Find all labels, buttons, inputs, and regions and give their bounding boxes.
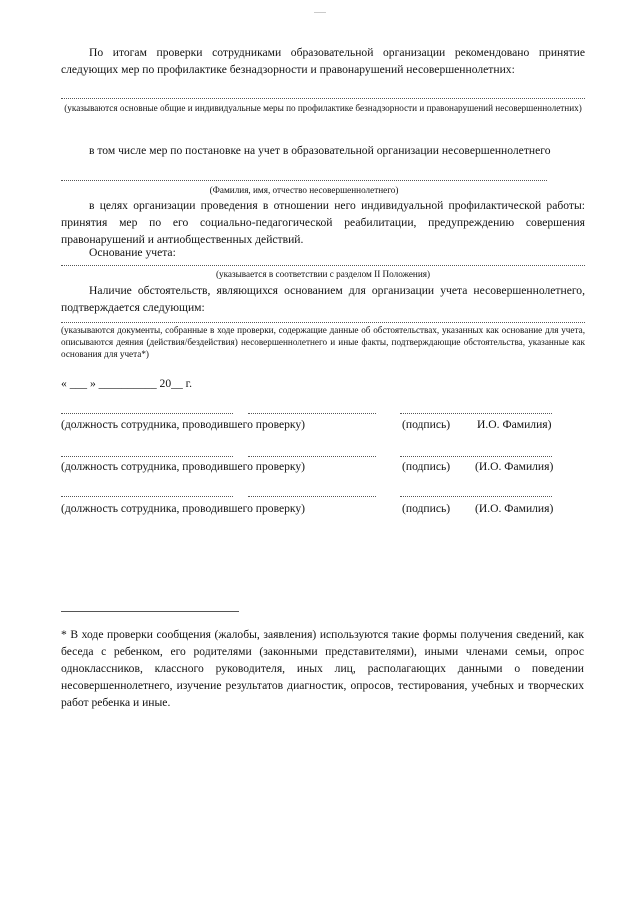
footnote-separator [61,611,239,612]
paragraph-circumstances-text: Наличие обстоятельств, являющихся основанием для организации учета несовершеннолетнего, подтверждается следующим: [61,284,585,314]
fill-line-basis [61,265,585,266]
signature-1-sign-line [400,413,552,414]
signature-1-position: (должность сотрудника, проводившего проверку) [61,418,306,431]
signature-2-name: (И.О. Фамилия) [475,460,554,473]
paragraph-purpose [61,197,585,248]
signature-1-name: И.О. Фамилия) [477,418,552,431]
signature-3-position: (должность сотрудника, проводившего проверку) [61,502,306,515]
signature-3-sign-line [400,496,552,497]
signature-3-sign: (подпись) [402,502,451,515]
caption-basis: (указывается в соответствии с разделом II Положения) [215,269,431,279]
fill-line-measures [61,98,585,99]
signature-1-sign: (подпись) [402,418,451,431]
paragraph-purpose-text: в целях организации проведения в отношении него индивидуальной профилактической работы: принятия мер по его социально-педагогической реабилитации, предупреждению совершения правонарушений и антиобщественных действий. [61,199,585,246]
paragraph-circumstances [61,282,585,316]
fill-line-name [61,180,547,181]
signature-3-position-line [61,496,233,497]
basis-label [61,244,585,261]
paragraph-registration [61,142,585,159]
footnote: * В ходе проверки сообщения (жалобы, заявления) используются такие формы получения сведений, как беседа с ребенком, его родителями (законными представителями), иными членами семьи, опрос одноклассников, классного руководителя, иных лиц, располагающих данными о поведении несовершеннолетнего, изучение результатов диагностик, опросов, тестирования, учебных и творческих работ ребенка и иные. [61,628,584,709]
paragraph-registration-text: в том числе мер по постановке на учет в образовательной организации несовершеннолетнего [89,144,551,157]
paragraph-recommendations [61,44,585,78]
signature-1-middle-line [248,413,376,414]
caption-name: (Фамилия, имя, отчество несовершеннолетнего) [209,185,399,195]
signature-2-position-line [61,456,233,457]
signature-3-middle-line [248,496,376,497]
signature-3-name: (И.О. Фамилия) [475,502,554,515]
signature-2-middle-line [248,456,376,457]
signature-2-sign-line [400,456,552,457]
fill-line-documents [61,322,585,323]
page-number: ...... [314,6,326,15]
paragraph-recommendations-text: По итогам проверки сотрудниками образовательной организации рекомендовано принятие следующих мер по профилактике безнадзорности и правонарушений несовершеннолетних: [61,46,585,76]
signature-2-position: (должность сотрудника, проводившего проверку) [61,460,306,473]
caption-documents: (указываются документы, собранные в ходе проверки, содержащие данные об обстоятельствах, указанных как основание для учета, описываются деяния (действия/бездействия) несовершеннолетнего и иные факты, подтверждающие обстоятельства, указанные как основания для учета*) [61,325,585,359]
basis-label-text: Основание учета: [89,246,176,259]
caption-measures: (указываются основные общие и индивидуальные меры по профилактике безнадзорности и правонарушений несовершеннолетних) [64,103,582,113]
date-line: « ___ » __________ 20__ г. [61,377,192,390]
signature-1-position-line [61,413,233,414]
signature-2-sign: (подпись) [402,460,451,473]
